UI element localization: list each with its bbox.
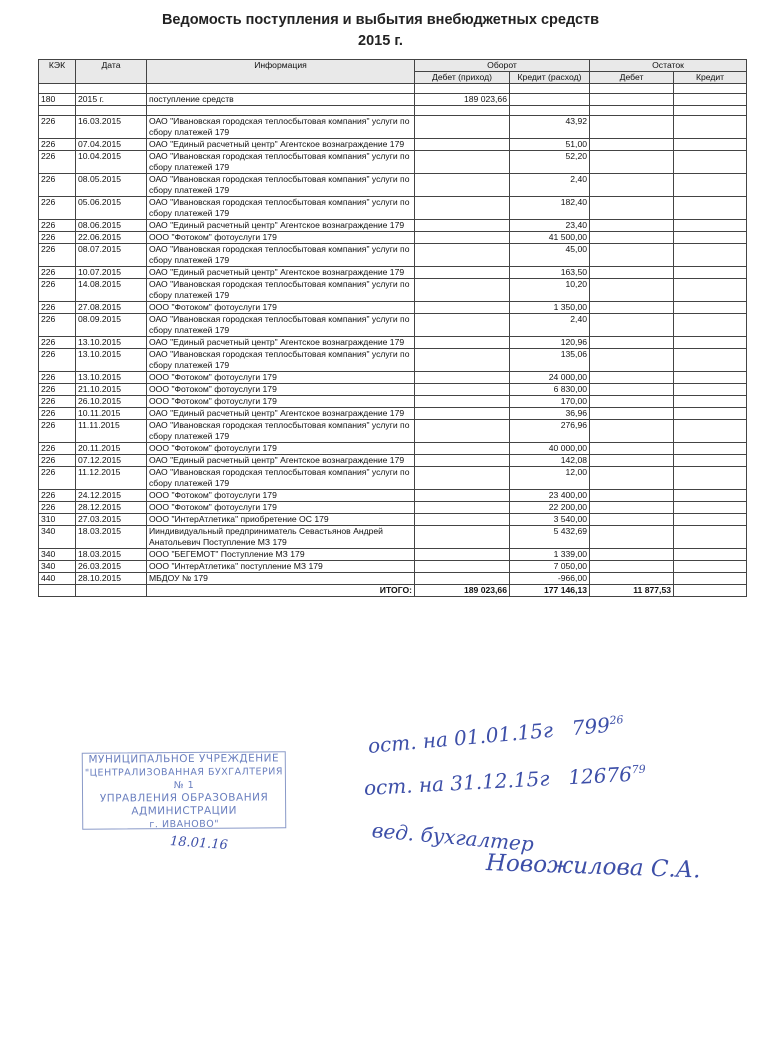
header-debit-in: Дебет (приход) (415, 72, 510, 84)
cell-date: 08.05.2015 (76, 174, 147, 197)
cell-balance-credit (674, 220, 747, 232)
cell-balance-debit (590, 337, 674, 349)
cell-balance-credit (674, 349, 747, 372)
ledger-row (39, 490, 747, 502)
cell-kek: 226 (39, 279, 76, 302)
cell-credit-out: 3 540,00 (510, 514, 590, 526)
cell-debit-in: 189 023,66 (415, 94, 510, 106)
cell-balance-credit (674, 139, 747, 151)
cell-date: 28.10.2015 (76, 573, 147, 585)
ledger-row (39, 94, 747, 106)
cell-info: ОАО "Ивановская городская теплосбытовая компания" услуги по сбору платежей 179 (147, 244, 415, 267)
ledger-row (39, 232, 747, 244)
cell-balance-debit (590, 267, 674, 279)
cell-info: ООО "Фотоком" фотоуслуги 179 (147, 384, 415, 396)
cell-date: 07.12.2015 (76, 455, 147, 467)
cell-debit-in (415, 116, 510, 139)
ledger-row (39, 151, 747, 174)
cell-date: 26.10.2015 (76, 396, 147, 408)
cell-balance-credit (674, 337, 747, 349)
cell-info: Ииндивидуальный предприниматель Севастьянов Андрей Анатольевич Поступление МЗ 179 (147, 526, 415, 549)
cell-info: ОАО "Ивановская городская теплосбытовая компания" услуги по сбору платежей 179 (147, 279, 415, 302)
cell-debit-in (415, 573, 510, 585)
stamp-line-3: УПРАВЛЕНИЯ ОБРАЗОВАНИЯ (99, 791, 269, 805)
ledger-row (39, 408, 747, 420)
cell-date: 20.11.2015 (76, 443, 147, 455)
cell-kek: 226 (39, 502, 76, 514)
cell-kek: 226 (39, 139, 76, 151)
cell-credit-out: 51,00 (510, 139, 590, 151)
cell-debit-in (415, 151, 510, 174)
cell-date: 26.03.2015 (76, 561, 147, 573)
balance-end-value: 12676 (567, 761, 633, 790)
cell-info: ОАО "Единый расчетный центр" Агентское вознаграждение 179 (147, 220, 415, 232)
cell-date: 14.08.2015 (76, 279, 147, 302)
cell-kek: 226 (39, 396, 76, 408)
cell-credit-out: 36,96 (510, 408, 590, 420)
cell-debit-in (415, 420, 510, 443)
header-info: Информация (147, 60, 415, 84)
cell-date: 11.11.2015 (76, 420, 147, 443)
cell-info: ОАО "Ивановская городская теплосбытовая компания" услуги по сбору платежей 179 (147, 420, 415, 443)
cell-debit-in (415, 197, 510, 220)
ledger-row (39, 443, 747, 455)
handwritten-balance-end (363, 761, 646, 800)
cell-balance-debit (590, 502, 674, 514)
totals-label: ИТОГО: (147, 585, 415, 597)
cell-balance-debit (590, 349, 674, 372)
report-year: 2015 г. (358, 33, 403, 49)
cell-date: 27.08.2015 (76, 302, 147, 314)
ledger-row (39, 279, 747, 302)
cell-balance-credit (674, 549, 747, 561)
cell-info: ОАО "Ивановская городская теплосбытовая компания" услуги по сбору платежей 179 (147, 314, 415, 337)
cell-date: 10.07.2015 (76, 267, 147, 279)
spacer-row (39, 84, 747, 94)
cell-date: 08.07.2015 (76, 244, 147, 267)
cell-balance-debit (590, 396, 674, 408)
cell-kek: 180 (39, 94, 76, 106)
totals-credit: 177 146,13 (510, 585, 590, 597)
totals-debit: 189 023,66 (415, 585, 510, 597)
balance-start-kopecks: 26 (608, 713, 625, 728)
cell-kek: 226 (39, 314, 76, 337)
ledger-row (39, 337, 747, 349)
cell-balance-credit (674, 197, 747, 220)
cell-credit-out: 163,50 (510, 267, 590, 279)
cell-date: 08.09.2015 (76, 314, 147, 337)
handwritten-balance-start (367, 712, 625, 758)
cell-balance-debit (590, 549, 674, 561)
cell-debit-in (415, 174, 510, 197)
ledger-row (39, 302, 747, 314)
cell-debit-in (415, 408, 510, 420)
cell-date: 16.03.2015 (76, 116, 147, 139)
cell-debit-in (415, 279, 510, 302)
balance-end-label: ост. на 31.12.15г (363, 766, 550, 800)
organization-stamp (82, 751, 287, 829)
balance-start-label: ост. на 01.01.15г (366, 717, 554, 758)
cell-debit-in (415, 244, 510, 267)
cell-balance-debit (590, 467, 674, 490)
cell-balance-debit (590, 455, 674, 467)
ledger-row (39, 561, 747, 573)
ledger-row (39, 174, 747, 197)
cell-kek: 226 (39, 174, 76, 197)
cell-credit-out: 276,96 (510, 420, 590, 443)
header-date: Дата (76, 60, 147, 84)
cell-info: ОАО "Ивановская городская теплосбытовая компания" услуги по сбору платежей 179 (147, 151, 415, 174)
cell-balance-credit (674, 232, 747, 244)
cell-info: ОАО "Ивановская городская теплосбытовая компания" услуги по сбору платежей 179 (147, 116, 415, 139)
cell-info: ОАО "Единый расчетный центр" Агентское вознаграждение 179 (147, 267, 415, 279)
cell-kek: 226 (39, 372, 76, 384)
cell-kek: 440 (39, 573, 76, 585)
ledger-row (39, 455, 747, 467)
handwritten-position: вед. бухгалтер (370, 818, 535, 857)
cell-credit-out: -966,00 (510, 573, 590, 585)
cell-balance-credit (674, 420, 747, 443)
cell-credit-out: 6 830,00 (510, 384, 590, 396)
cell-info: ОАО "Единый расчетный центр" Агентское вознаграждение 179 (147, 139, 415, 151)
cell-balance-credit (674, 384, 747, 396)
ledger-row (39, 526, 747, 549)
cell-debit-in (415, 502, 510, 514)
cell-balance-credit (674, 372, 747, 384)
cell-balance-debit (590, 174, 674, 197)
header-turnover: Оборот (415, 60, 590, 72)
cell-credit-out: 45,00 (510, 244, 590, 267)
cell-kek: 340 (39, 526, 76, 549)
stamp-line-4: АДМИНИСТРАЦИИ (131, 804, 238, 818)
cell-kek: 226 (39, 302, 76, 314)
cell-credit-out: 43,92 (510, 116, 590, 139)
cell-credit-out: 24 000,00 (510, 372, 590, 384)
cell-info: ОАО "Ивановская городская теплосбытовая компания" услуги по сбору платежей 179 (147, 349, 415, 372)
cell-info: ООО "Фотоком" фотоуслуги 179 (147, 372, 415, 384)
ledger-table (38, 59, 747, 597)
cell-balance-debit (590, 197, 674, 220)
ledger-row (39, 139, 747, 151)
cell-credit-out: 5 432,69 (510, 526, 590, 549)
ledger-row (39, 420, 747, 443)
cell-debit-in (415, 314, 510, 337)
cell-balance-debit (590, 372, 674, 384)
cell-balance-credit (674, 174, 747, 197)
cell-balance-credit (674, 94, 747, 106)
cell-debit-in (415, 490, 510, 502)
cell-debit-in (415, 443, 510, 455)
balance-start-value: 799 (570, 712, 611, 741)
cell-balance-credit (674, 302, 747, 314)
stamp-line-1: МУНИЦИПАЛЬНОЕ УЧРЕЖДЕНИЕ (88, 752, 280, 766)
cell-credit-out: 142,08 (510, 455, 590, 467)
cell-credit-out: 41 500,00 (510, 232, 590, 244)
cell-credit-out: 12,00 (510, 467, 590, 490)
ledger-row (39, 220, 747, 232)
cell-date: 10.11.2015 (76, 408, 147, 420)
cell-kek: 226 (39, 267, 76, 279)
cell-date: 13.10.2015 (76, 349, 147, 372)
cell-balance-credit (674, 573, 747, 585)
cell-kek: 226 (39, 220, 76, 232)
cell-balance-credit (674, 396, 747, 408)
cell-kek: 226 (39, 467, 76, 490)
cell-balance-debit (590, 514, 674, 526)
cell-debit-in (415, 220, 510, 232)
ledger-row (39, 396, 747, 408)
cell-balance-debit (590, 116, 674, 139)
cell-date: 07.04.2015 (76, 139, 147, 151)
cell-kek: 226 (39, 349, 76, 372)
cell-balance-credit (674, 408, 747, 420)
spacer-row (39, 106, 747, 116)
cell-debit-in (415, 549, 510, 561)
cell-balance-debit (590, 420, 674, 443)
cell-balance-debit (590, 151, 674, 174)
cell-balance-debit (590, 302, 674, 314)
handwritten-signature: Новожилова С.А. (485, 850, 701, 884)
header-balance-credit: Кредит (674, 72, 747, 84)
cell-info: ООО "Фотоком" фотоуслуги 179 (147, 490, 415, 502)
cell-balance-credit (674, 467, 747, 490)
cell-credit-out: 23 400,00 (510, 490, 590, 502)
report-title: Ведомость поступления и выбытия внебюджетных средств (161, 12, 600, 28)
ledger-body (39, 84, 747, 585)
cell-kek: 310 (39, 514, 76, 526)
cell-credit-out: 52,20 (510, 151, 590, 174)
cell-credit-out: 170,00 (510, 396, 590, 408)
cell-credit-out: 1 339,00 (510, 549, 590, 561)
cell-info: ООО "БЕГЕМОТ" Поступление МЗ 179 (147, 549, 415, 561)
ledger-row (39, 349, 747, 372)
cell-credit-out: 22 200,00 (510, 502, 590, 514)
cell-date: 22.06.2015 (76, 232, 147, 244)
cell-debit-in (415, 384, 510, 396)
cell-date: 27.03.2015 (76, 514, 147, 526)
cell-debit-in (415, 514, 510, 526)
cell-kek: 226 (39, 490, 76, 502)
cell-balance-debit (590, 561, 674, 573)
cell-balance-credit (674, 561, 747, 573)
cell-balance-credit (674, 490, 747, 502)
ledger-row (39, 573, 747, 585)
cell-date: 2015 г. (76, 94, 147, 106)
cell-kek: 226 (39, 116, 76, 139)
cell-balance-credit (674, 526, 747, 549)
totals-balance-debit: 11 877,53 (590, 585, 674, 597)
cell-credit-out: 135,06 (510, 349, 590, 372)
cell-date: 11.12.2015 (76, 467, 147, 490)
stamp-line-2: "ЦЕНТРАЛИЗОВАННАЯ БУХГАЛТЕРИЯ № 1 (84, 766, 283, 792)
cell-debit-in (415, 139, 510, 151)
header-row-top (39, 60, 747, 72)
cell-balance-debit (590, 384, 674, 396)
cell-date: 13.10.2015 (76, 337, 147, 349)
stamp-date: 18.01.16 (169, 834, 229, 854)
cell-credit-out: 120,96 (510, 337, 590, 349)
cell-info: ОАО "Единый расчетный центр" Агентское вознаграждение 179 (147, 337, 415, 349)
cell-debit-in (415, 396, 510, 408)
cell-info: ООО "Фотоком" фотоуслуги 179 (147, 232, 415, 244)
cell-balance-debit (590, 139, 674, 151)
cell-debit-in (415, 267, 510, 279)
ledger-row (39, 384, 747, 396)
cell-kek: 226 (39, 151, 76, 174)
cell-date: 10.04.2015 (76, 151, 147, 174)
cell-debit-in (415, 467, 510, 490)
cell-date: 21.10.2015 (76, 384, 147, 396)
cell-debit-in (415, 232, 510, 244)
cell-credit-out: 2,40 (510, 174, 590, 197)
cell-balance-credit (674, 455, 747, 467)
cell-kek: 226 (39, 197, 76, 220)
ledger-row (39, 267, 747, 279)
cell-kek: 226 (39, 384, 76, 396)
cell-balance-credit (674, 116, 747, 139)
cell-info: ООО "Фотоком" фотоуслуги 179 (147, 396, 415, 408)
cell-balance-debit (590, 490, 674, 502)
cell-info: ООО "Фотоком" фотоуслуги 179 (147, 302, 415, 314)
cell-balance-credit (674, 443, 747, 455)
cell-debit-in (415, 349, 510, 372)
cell-date: 08.06.2015 (76, 220, 147, 232)
cell-date: 05.06.2015 (76, 197, 147, 220)
cell-debit-in (415, 372, 510, 384)
ledger-row (39, 467, 747, 490)
balance-end-kopecks: 79 (631, 762, 646, 777)
cell-credit-out: 2,40 (510, 314, 590, 337)
cell-kek: 226 (39, 420, 76, 443)
cell-kek: 226 (39, 244, 76, 267)
ledger-row (39, 502, 747, 514)
cell-balance-debit (590, 443, 674, 455)
cell-credit-out: 182,40 (510, 197, 590, 220)
cell-balance-debit (590, 244, 674, 267)
cell-balance-credit (674, 502, 747, 514)
cell-kek: 340 (39, 549, 76, 561)
cell-date: 13.10.2015 (76, 372, 147, 384)
cell-balance-debit (590, 232, 674, 244)
cell-credit-out: 7 050,00 (510, 561, 590, 573)
cell-info: ООО "ИнтерАтлетика" поступление МЗ 179 (147, 561, 415, 573)
cell-balance-credit (674, 244, 747, 267)
cell-balance-debit (590, 526, 674, 549)
cell-date: 24.12.2015 (76, 490, 147, 502)
totals-row (39, 585, 747, 597)
ledger-row (39, 197, 747, 220)
cell-kek: 226 (39, 232, 76, 244)
cell-date: 18.03.2015 (76, 549, 147, 561)
cell-info: ОАО "Ивановская городская теплосбытовая компания" услуги по сбору платежей 179 (147, 174, 415, 197)
cell-kek: 226 (39, 408, 76, 420)
cell-info: ОАО "Ивановская городская теплосбытовая компания" услуги по сбору платежей 179 (147, 467, 415, 490)
stamp-line-5: г. ИВАНОВО" (149, 818, 220, 831)
ledger-row (39, 116, 747, 139)
cell-info: ООО "Фотоком" фотоуслуги 179 (147, 502, 415, 514)
cell-debit-in (415, 302, 510, 314)
header-balance: Остаток (590, 60, 747, 72)
cell-credit-out: 10,20 (510, 279, 590, 302)
cell-info: ОАО "Единый расчетный центр" Агентское вознаграждение 179 (147, 455, 415, 467)
cell-balance-debit (590, 220, 674, 232)
cell-credit-out: 40 000,00 (510, 443, 590, 455)
cell-balance-credit (674, 267, 747, 279)
cell-debit-in (415, 455, 510, 467)
cell-info: ООО "ИнтерАтлетика" приобретение ОС 179 (147, 514, 415, 526)
cell-balance-debit (590, 94, 674, 106)
cell-debit-in (415, 526, 510, 549)
header-kek: КЭК (39, 60, 76, 84)
ledger-row (39, 314, 747, 337)
cell-date: 18.03.2015 (76, 526, 147, 549)
cell-credit-out (510, 94, 590, 106)
cell-balance-debit (590, 408, 674, 420)
cell-balance-debit (590, 279, 674, 302)
ledger-row (39, 372, 747, 384)
cell-info: ОАО "Единый расчетный центр" Агентское вознаграждение 179 (147, 408, 415, 420)
cell-info: ООО "Фотоком" фотоуслуги 179 (147, 443, 415, 455)
cell-date: 28.12.2015 (76, 502, 147, 514)
ledger-row (39, 549, 747, 561)
cell-balance-debit (590, 573, 674, 585)
cell-balance-debit (590, 314, 674, 337)
cell-debit-in (415, 337, 510, 349)
cell-info: МБДОУ № 179 (147, 573, 415, 585)
ledger-row (39, 514, 747, 526)
cell-balance-credit (674, 514, 747, 526)
cell-balance-credit (674, 279, 747, 302)
cell-credit-out: 1 350,00 (510, 302, 590, 314)
cell-balance-credit (674, 151, 747, 174)
cell-info: ОАО "Ивановская городская теплосбытовая компания" услуги по сбору платежей 179 (147, 197, 415, 220)
header-balance-debit: Дебет (590, 72, 674, 84)
header-credit-out: Кредит (расход) (510, 72, 590, 84)
cell-balance-credit (674, 314, 747, 337)
cell-debit-in (415, 561, 510, 573)
cell-kek: 340 (39, 561, 76, 573)
ledger-row (39, 244, 747, 267)
cell-kek: 226 (39, 443, 76, 455)
cell-info: поступление средств (147, 94, 415, 106)
cell-kek: 226 (39, 337, 76, 349)
cell-credit-out: 23,40 (510, 220, 590, 232)
cell-kek: 226 (39, 455, 76, 467)
